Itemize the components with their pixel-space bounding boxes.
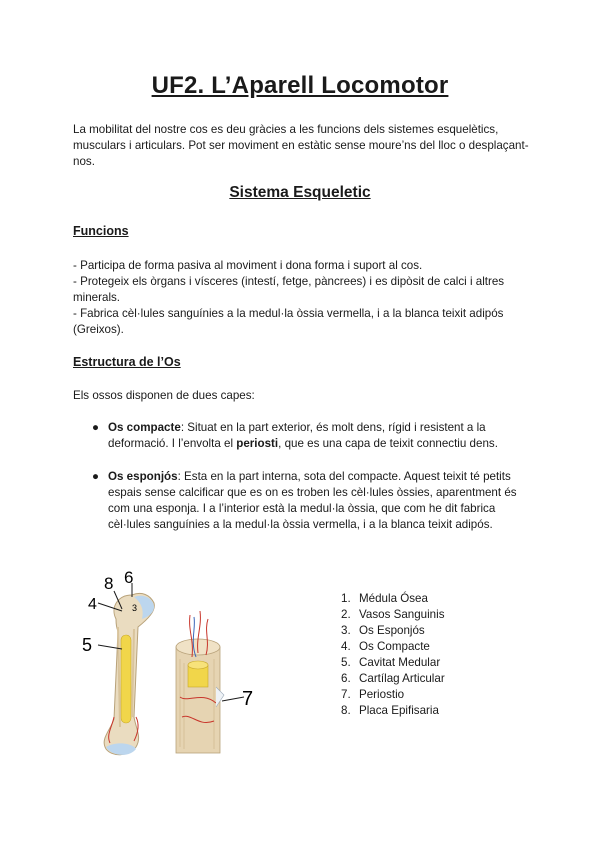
bone-section-drawing [176, 611, 224, 753]
funcio-item: - Protegeix els òrgans i vísceres (intestí, fetge, pàncrees) i es dipòsit de calci i altres minerals. [73, 275, 505, 304]
legend-item: 3. Os Esponjós [341, 624, 425, 637]
layer-bullet-esponjos [93, 469, 533, 533]
legend-item: 4. Os Compacte [341, 640, 430, 653]
layer-bold-term: periosti [236, 437, 279, 450]
funcions-heading: Funcions [73, 224, 129, 238]
handwritten-label: 3 [132, 603, 138, 613]
handwritten-label: 8 [104, 574, 114, 593]
layer-term: Os compacte [108, 421, 181, 434]
legend-item: 5. Cavitat Medular [341, 656, 441, 669]
layer-desc: : Esta en la part interna, sota del compacte. Aquest teixit té petits espais sense calcificar que es on es troben les cèl·lules òssies, aparentment és com una esponja. I a l’interior està la medul·la òssia, que com he dit fabrica cèl·lules sanguínies a la medul·la òssia vermella, i a la blanca teixit adipós. [108, 470, 517, 531]
layer-text [93, 469, 533, 533]
handwritten-label: 7 [242, 688, 254, 710]
estructura-intro: Els ossos disponen de dues capes: [73, 389, 255, 402]
bullet-dot: ● [92, 470, 100, 483]
handwritten-label: 4 [88, 596, 97, 613]
legend-item: 8. Placa Epifisaria [341, 704, 439, 717]
legend-item: 1. Médula Ósea [341, 592, 428, 605]
bone-illustration [76, 567, 262, 767]
bullet-dot: ● [92, 421, 100, 434]
funcions-list [73, 258, 533, 338]
legend-item: 6. Cartílag Articular [341, 672, 445, 685]
layer-desc-end: , que es una capa de teixit connectiu dens. [278, 437, 498, 450]
estructura-heading: Estructura de l’Os [73, 355, 181, 369]
layer-term: Os esponjós [108, 470, 178, 483]
funcio-item: - Fabrica cèl·lules sanguínies a la medul·la òssia vermella, i a la blanca teixit adipós (Greixos). [73, 307, 504, 336]
layer-text [93, 420, 533, 452]
layer-desc: : Situat en la part exterior, és molt dens, rígid i resistent a la deformació. I l’envolta el [108, 421, 486, 450]
page-title: UF2. L’Aparell Locomotor [151, 72, 449, 99]
section-title: Sistema Esqueletic [229, 184, 371, 201]
funcio-item: - Participa de forma pasiva al moviment i dona forma i suport al cos. [73, 259, 423, 272]
layer-bullet-compacte [93, 420, 533, 452]
handwritten-label: 5 [82, 635, 93, 655]
intro-paragraph: La mobilitat del nostre cos es deu gràcies a les funcions dels sistemes esquelètics, musculars i articulars. Pot ser moviment en estàtic sense moure’ns del lloc o desplaçant-nos. [73, 123, 529, 168]
handwritten-label: 6 [124, 568, 134, 587]
legend-item: 2. Vasos Sanguinis [341, 608, 445, 621]
bone-parts-legend [341, 591, 445, 719]
femur-drawing [104, 593, 154, 755]
legend-item: 7. Periostio [341, 688, 405, 701]
